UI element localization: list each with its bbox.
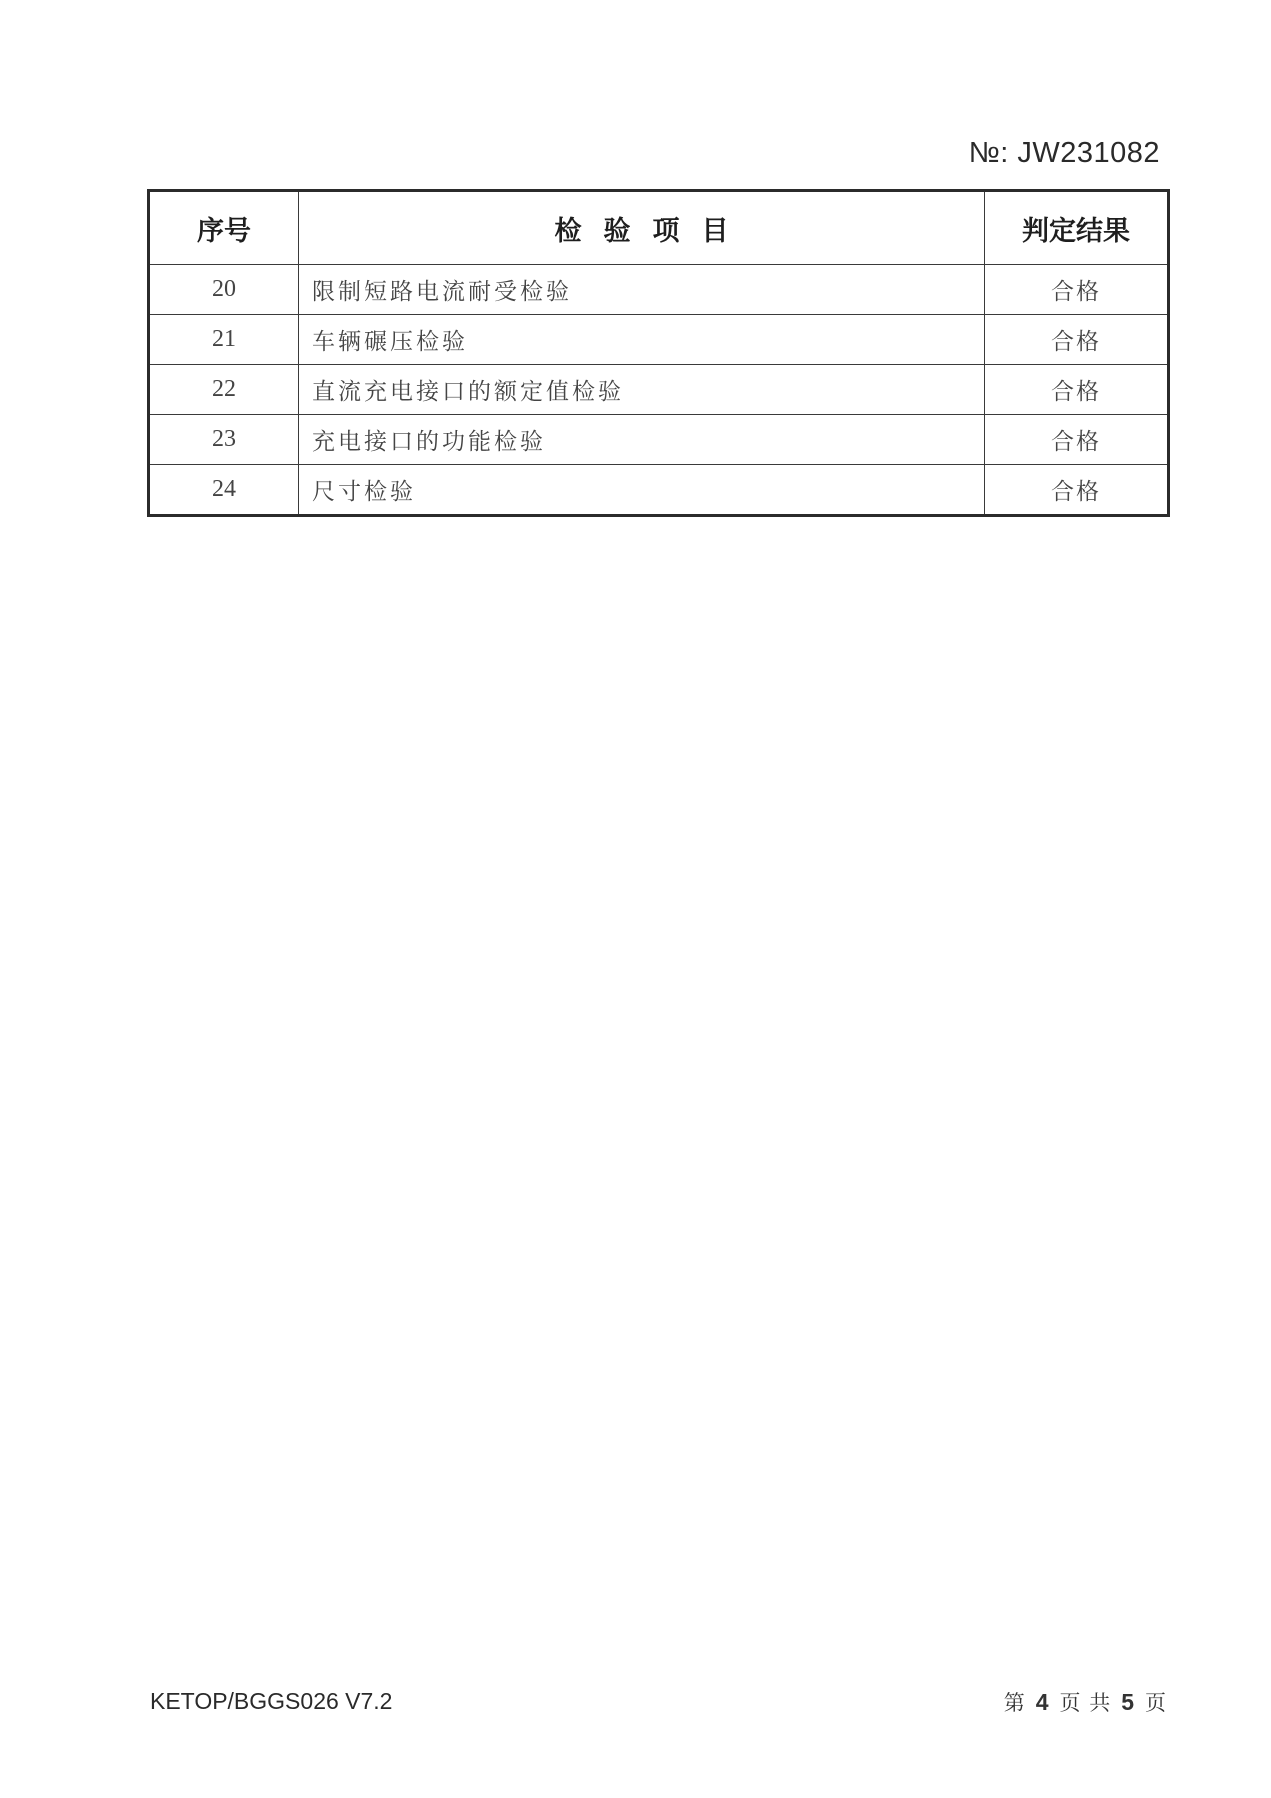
row-item: 尺寸检验: [299, 465, 985, 516]
page-total: 5: [1121, 1689, 1135, 1715]
header-item: 检验项目: [299, 191, 985, 265]
row-seq: 20: [149, 265, 299, 315]
table-header-row: [149, 191, 1169, 265]
page-prefix: 第: [1003, 1691, 1026, 1715]
row-item: 充电接口的功能检验: [299, 415, 985, 465]
row-result: 合格: [985, 415, 1169, 465]
row-item: 限制短路电流耐受检验: [299, 265, 985, 315]
page-current: 4: [1035, 1689, 1050, 1715]
header-seq: 序号: [149, 191, 299, 265]
table-row: [149, 365, 1169, 415]
table-row: [149, 465, 1169, 516]
table-row: [149, 315, 1169, 365]
document-number: №: JW231082: [968, 137, 1160, 169]
inspection-results-table: [147, 189, 1170, 517]
row-result: 合格: [985, 315, 1169, 365]
row-seq: 24: [149, 465, 299, 516]
form-code: KETOP/BGGS026 V7.2: [150, 1688, 393, 1714]
page-indicator: [1004, 1687, 1167, 1717]
row-seq: 22: [149, 365, 299, 415]
row-seq: 23: [149, 415, 299, 465]
page-mid: 页 共: [1059, 1691, 1112, 1715]
row-seq: 21: [149, 315, 299, 365]
page-suffix: 页: [1145, 1691, 1167, 1715]
row-result: 合格: [985, 465, 1169, 516]
row-result: 合格: [985, 365, 1169, 415]
row-item: 车辆碾压检验: [299, 315, 985, 365]
header-result: 判定结果: [985, 191, 1169, 265]
row-result: 合格: [985, 265, 1169, 315]
table-row: [149, 265, 1169, 315]
row-item: 直流充电接口的额定值检验: [299, 365, 985, 415]
table-row: [149, 415, 1169, 465]
